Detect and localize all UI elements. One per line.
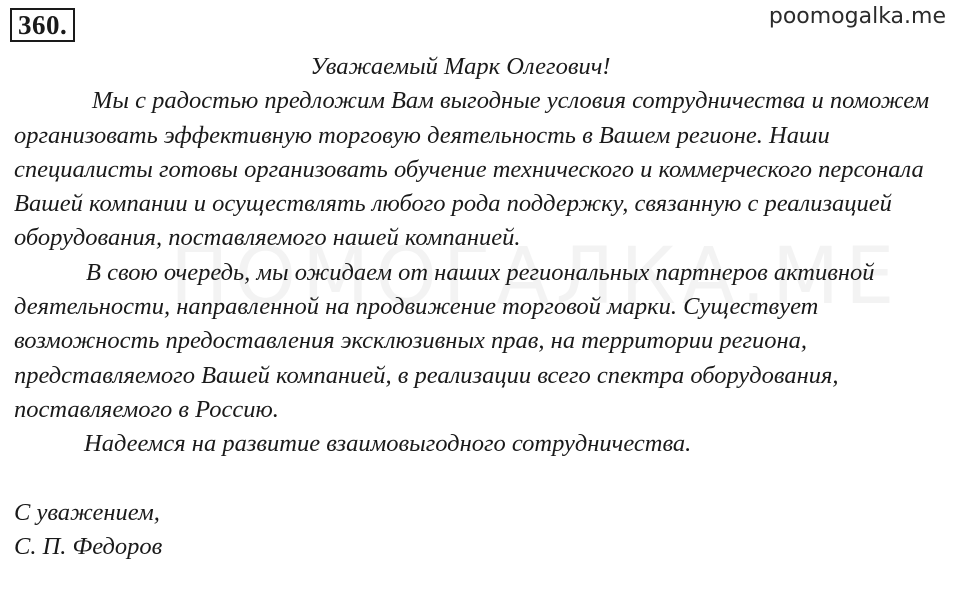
letter-signature: С. П. Федоров [14, 532, 163, 560]
letter-closing: С уважением, [14, 498, 160, 526]
letter-paragraph-2: В свою очередь, мы ожидаем от наших региональных партнеров активной деятельности, направленной на продвижение торговой марки. Существует возможность предоставления эксклюзивных прав, на территории региона, представляемого Вашей компанией, в реализации всего спектра оборудования, поставляемого в Россию. [14, 258, 875, 423]
letter-paragraph-3: Надеемся на развитие взаимовыгодного сотрудничества. [84, 430, 692, 458]
letter-greeting: Уважаемый Марк Олегович! [310, 53, 611, 80]
letter-body [14, 50, 949, 564]
letter-paragraph-1: Мы с радостью предложим Вам выгодные условия сотрудничества и поможем организовать эффективную торговую деятельность в Вашем регионе. Наши специалисты готовы организовать обучение технического и коммерческого персонала Вашей компании и осуществлять любого рода поддержку, связанную с реализацией оборудования, поставляемого нашей компанией. [14, 87, 930, 252]
site-watermark: poomogalka.me [768, 4, 946, 29]
letter-spacer [14, 462, 949, 496]
exercise-number: 360. [10, 8, 75, 42]
